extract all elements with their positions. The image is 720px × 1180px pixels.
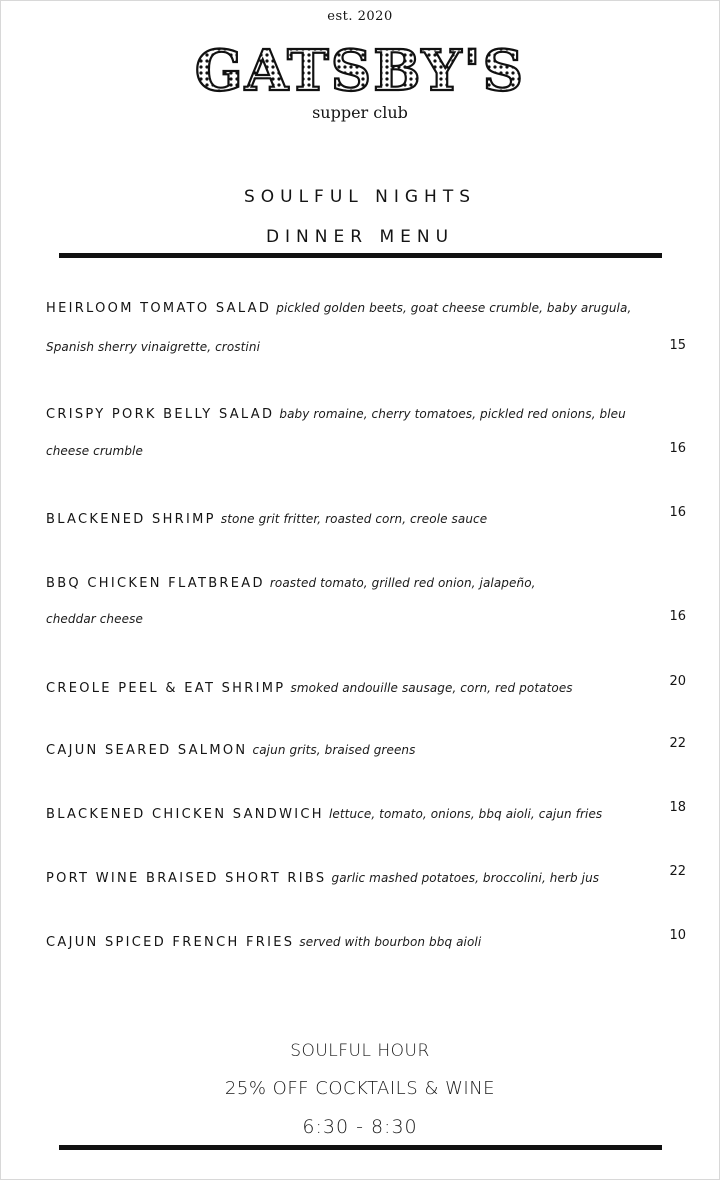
menu-item-description: cajun grits, braised greens	[252, 743, 416, 757]
soulful-hour-time: 6:30 - 8:30	[302, 1116, 418, 1138]
menu-item-price: 22	[669, 864, 686, 879]
menu-item-price: 20	[669, 674, 686, 689]
menu-title-soulful-nights: SOULFUL NIGHTS	[243, 187, 477, 207]
menu-item-name: CREOLE PEEL & EAT SHRIMP	[46, 681, 286, 696]
menu-item-first-line	[46, 297, 631, 316]
menu-item-first-line	[46, 572, 536, 591]
menu-item-price: 22	[669, 736, 686, 751]
menu-item-description-cont: cheddar cheese	[46, 612, 143, 626]
menu-item-description: lettuce, tomato, onions, bbq aioli, cajun fries	[328, 807, 603, 821]
menu-item-first-line	[46, 931, 481, 950]
menu-item-first-line	[46, 867, 599, 886]
menu-item-name: CAJUN SEARED SALMON	[46, 743, 248, 758]
gatsbys-logo	[0, 40, 720, 98]
top-divider	[59, 253, 662, 258]
menu-item-description: garlic mashed potatoes, broccolini, herb jus	[331, 871, 600, 885]
menu-item-description: roasted tomato, grilled red onion, jalapeño,	[269, 576, 536, 590]
menu-item-description: smoked andouille sausage, corn, red potatoes	[290, 681, 573, 695]
menu-item-name: CAJUN SPICED FRENCH FRIES	[46, 935, 295, 950]
gatsbys-logo-mark	[150, 40, 570, 98]
menu-item-name: CRISPY PORK BELLY SALAD	[46, 407, 275, 422]
menu-item-description-cont: Spanish sherry vinaigrette, crostini	[46, 340, 261, 354]
menu-item-price: 18	[669, 800, 686, 815]
menu-item-description: baby romaine, cherry tomatoes, pickled red onions, bleu	[279, 407, 626, 421]
menu-item-description: served with bourbon bbq aioli	[299, 935, 482, 949]
menu-item-name: PORT WINE BRAISED SHORT RIBS	[46, 871, 327, 886]
menu-item-description-cont: cheese crumble	[46, 444, 143, 458]
supper-club-subtitle: supper club	[312, 103, 408, 122]
menu-item-first-line	[46, 508, 487, 527]
menu-item-price: 16	[669, 441, 686, 456]
menu-item-first-line	[46, 677, 573, 696]
menu-item-price: 16	[669, 505, 686, 520]
menu-item-first-line	[46, 403, 626, 422]
menu-item-description: stone grit fritter, roasted corn, creole sauce	[220, 512, 488, 526]
soulful-hour-offer: 25% OFF COCKTAILS & WINE	[224, 1078, 496, 1099]
menu-item-price: 16	[669, 609, 686, 624]
menu-item-description: pickled golden beets, goat cheese crumble, baby arugula,	[276, 301, 632, 315]
menu-item-name: BLACKENED SHRIMP	[46, 512, 216, 527]
svg-text:GATSBY'S: GATSBY'S	[194, 40, 526, 98]
established-year: est. 2020	[327, 9, 393, 24]
menu-item-price: 15	[669, 338, 686, 353]
menu-item-first-line	[46, 739, 416, 758]
menu-item-first-line	[46, 803, 602, 822]
menu-item-name: BBQ CHICKEN FLATBREAD	[46, 576, 265, 591]
menu-title-dinner-menu: DINNER MENU	[265, 227, 455, 247]
menu-item-name: BLACKENED CHICKEN SANDWICH	[46, 807, 324, 822]
menu-item-name: HEIRLOOM TOMATO SALAD	[46, 301, 272, 316]
bottom-divider	[59, 1145, 662, 1150]
soulful-hour-title: SOULFUL HOUR	[290, 1041, 430, 1061]
menu-item-price: 10	[669, 928, 686, 943]
